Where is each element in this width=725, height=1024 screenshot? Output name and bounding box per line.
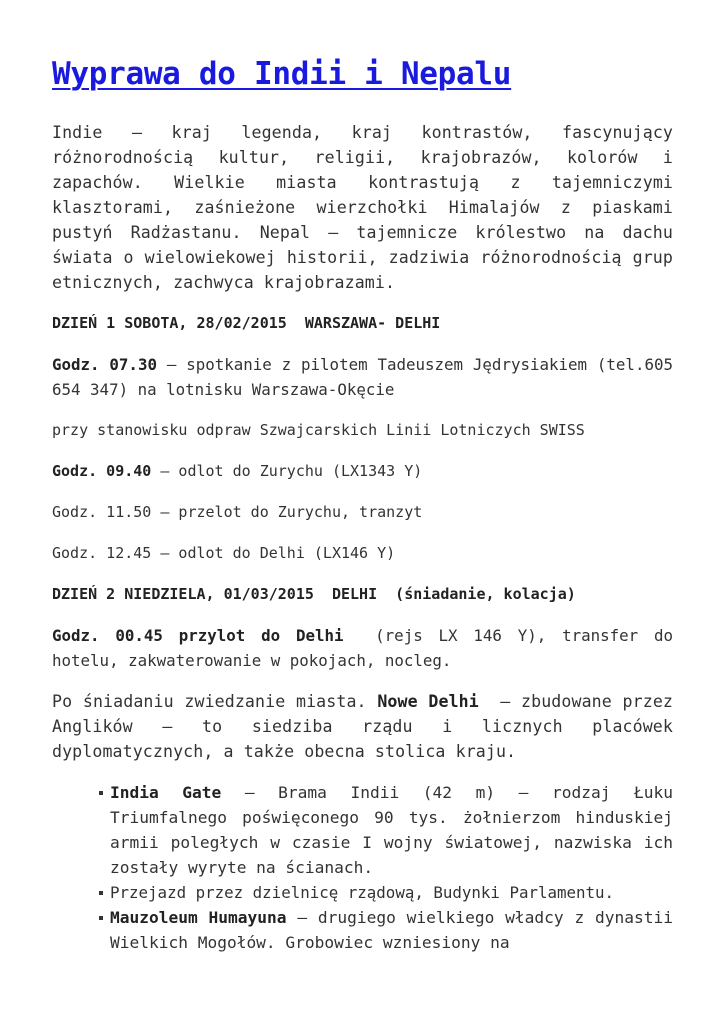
- day2-tour-city: Nowe Delhi: [377, 692, 479, 711]
- list-item-bold: Mauzoleum Humayuna: [110, 908, 287, 927]
- day2-arrival-text: (rejs LX 146 Y), transfer do hotelu, zakwaterowanie w pokojach, nocleg.: [52, 626, 683, 670]
- day1-flight-2: Godz. 11.50 – przelot do Zurychu, tranzyt: [52, 503, 423, 521]
- list-item: [110, 905, 673, 955]
- document-page: [52, 52, 684, 955]
- day1-meet-time: Godz. 07.30: [52, 355, 157, 374]
- day1-depart-text: – odlot do Zurychu (LX1343 Y): [151, 462, 423, 480]
- day2-heading-text: DZIEŃ 2 NIEDZIELA, 01/03/2015 DELHI (śniadanie, kolacja): [52, 585, 576, 603]
- list-item: [110, 780, 673, 880]
- day1-meet-text: – spotkanie z pilotem Tadeuszem Jędrysiakiem (tel.605 654 347) na lotnisku Warszawa-Okęcie: [52, 355, 673, 399]
- list-item-text: – Brama Indii (42 m) – rodzaj Łuku Triumfalnego poświęconego 90 tys. żołnierzom hinduskiej armii poległych w czasie I wojny światowej, nazwiska ich zostały wyryte na ścianach.: [110, 783, 673, 877]
- list-item: [110, 880, 673, 905]
- day2-arrival-bold: Godz. 00.45 przylot do Delhi: [52, 626, 344, 645]
- day1-departure: [52, 459, 673, 484]
- day2-arrival: [52, 623, 683, 673]
- list-item-bold: India Gate: [110, 783, 222, 802]
- day2-tour-intro: Po śniadaniu zwiedzanie miasta.: [52, 692, 378, 711]
- list-item-text: – drugiego wielkiego władcy z dynastii Wielkich Mogołów. Grobowiec wzniesiony na: [110, 908, 673, 952]
- list-item-text: Przejazd przez dzielnicę rządową, Budynki Parlamentu.: [110, 883, 615, 902]
- day1-meeting: [52, 352, 673, 402]
- article-title: [52, 52, 673, 96]
- day1-flight-3: Godz. 12.45 – odlot do Delhi (LX146 Y): [52, 544, 396, 562]
- day2-tour-text: – zbudowane przez Anglików – to siedziba rządu i licznych placówek dyplomatycznych, a także obecna stolica kraju.: [52, 692, 684, 761]
- day1-heading-text: DZIEŃ 1 SOBOTA, 28/02/2015 WARSZAWA- DELHI: [52, 314, 441, 332]
- day1-meet-place: przy stanowisku odpraw Szwajcarskich Linii Lotniczych SWISS: [52, 421, 585, 439]
- intro-paragraph: Indie – kraj legenda, kraj kontrastów, fascynujący różnorodnością kultur, religii, krajobrazów, kolorów i zapachów. Wielkie miasta kontrastują z tajemniczymi klasztorami, zaśnieżone wierzchołki Himalajów z piaskami pustyń Radżastanu. Nepal – tajemnicze królestwo na dachu świata o wielowiekowej historii, zadziwia różnorodnością grup etnicznych, zachwyca krajobrazami.: [52, 123, 673, 292]
- day2-heading: [52, 582, 673, 607]
- day2-sights-list: [52, 780, 673, 955]
- day2-tour: [52, 689, 684, 764]
- day1-depart-time: Godz. 09.40: [52, 462, 152, 480]
- article-title-link[interactable]: Wyprawa do Indii i Nepalu: [52, 56, 512, 92]
- day1-heading: [52, 311, 673, 336]
